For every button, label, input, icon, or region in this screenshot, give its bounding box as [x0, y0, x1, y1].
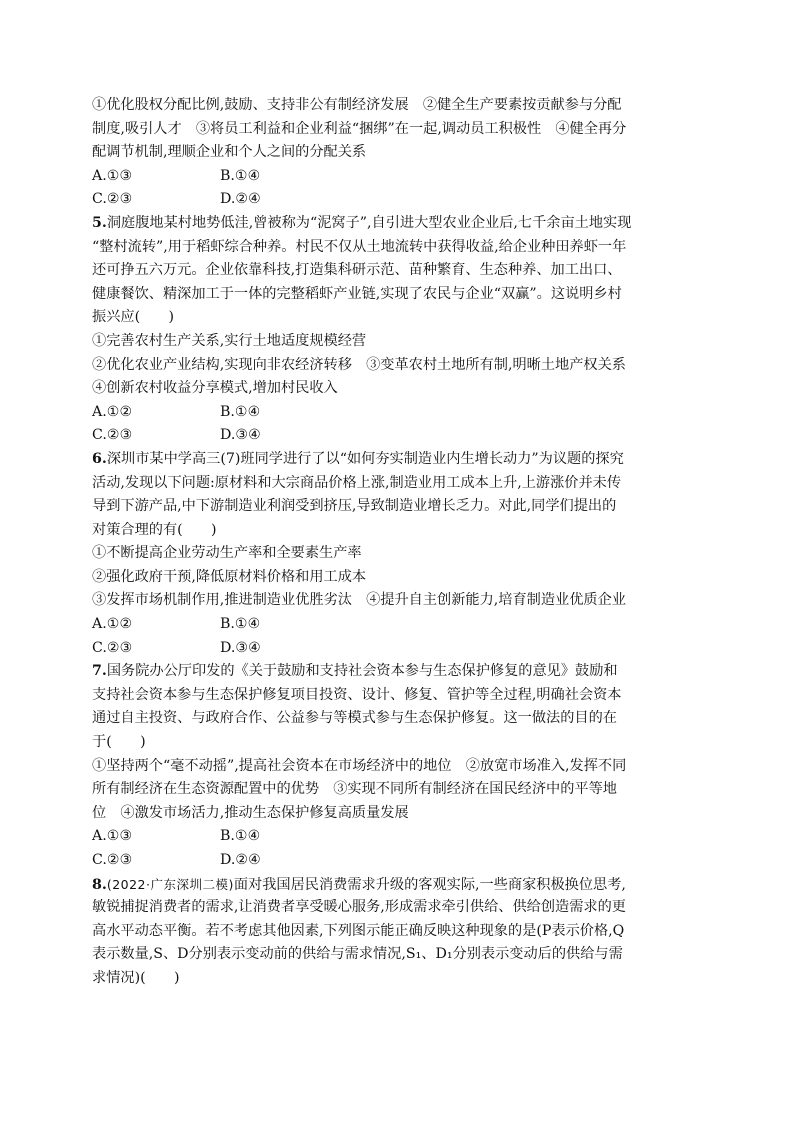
option-b[interactable]: B.①④: [220, 828, 261, 845]
question-8-stem-line-5: 求情况)( ): [92, 969, 180, 986]
question-6-choice-line-2: ②强化政府干预,降低原材料价格和用工成本: [92, 568, 367, 585]
option-d[interactable]: D.③④: [220, 427, 261, 444]
option-a[interactable]: A.①③: [92, 828, 133, 845]
option-a[interactable]: A.①③: [92, 167, 133, 184]
question-6-stem-line-1: 6.深圳市某中学高三(7)班同学进行了以“如何夯实制造业内生增长动力”为议题的探究: [92, 450, 624, 467]
option-c[interactable]: C.②③: [92, 191, 133, 208]
question-7-stem-line-3: 通过自主投资、与政府合作、公益参与等模式参与生态保护修复。这一做法的目的在: [92, 710, 617, 727]
question-8-stem-line-4: 表示数量,S、D分别表示变动前的供给与需求情况,S₁、D₁分别表示变动后的供给与需: [92, 946, 623, 963]
question-7-options-row-2: [92, 849, 704, 873]
question-4-choices-line-2: 制度,吸引人才 ③将员工利益和企业利益“捆绑”在一起,调动员工积极性 ④健全再分: [92, 120, 627, 137]
question-number: 8.: [92, 876, 107, 893]
question-7-stem-line-2: 支持社会资本参与生态保护修复项目投资、设计、修复、管护等全过程,明确社会资本: [92, 686, 622, 703]
question-7-stem-line-4: 于( ): [92, 734, 146, 751]
exam-page: [92, 94, 704, 991]
question-4-choices-line-3: 配调节机制,理顺企业和个人之间的分配关系: [92, 144, 367, 161]
option-d[interactable]: D.③④: [220, 639, 261, 656]
question-6-stem-line-3: 导到下游产品,中下游制造业利润受到挤压,导致制造业增长乏力。对此,同学们提出的: [92, 498, 617, 515]
question-6: [92, 448, 704, 660]
question-4: [92, 94, 704, 212]
question-6-choice-line-3: ③发挥市场机制作用,推进制造业优胜劣汰 ④提升自主创新能力,培育制造业优质企业: [92, 592, 626, 609]
question-5-stem-line-5: 振兴应( ): [92, 309, 175, 326]
question-5: [92, 212, 704, 448]
question-5-stem-line-2: “整村流转”,用于稻虾综合种养。村民不仅从土地流转中获得收益,给企业种田养虾一年: [92, 238, 627, 255]
question-6-stem-line-2: 活动,发现以下问题:原材料和大宗商品价格上涨,制造业用工成本上升,上游涨价并未传: [92, 474, 622, 491]
question-7-choice-line-3: 位 ④激发市场活力,推动生态保护修复高质量发展: [92, 804, 409, 821]
question-number: 7.: [92, 663, 107, 680]
option-b[interactable]: B.①④: [220, 403, 261, 420]
question-7-options-row-1: [92, 825, 704, 849]
question-7-choice-line-2: 所有制经济在生态资源配置中的优势 ③实现不同所有制经济在国民经济中的平等地: [92, 781, 617, 798]
option-c[interactable]: C.②③: [92, 852, 133, 868]
question-5-options-row-1: [92, 401, 704, 425]
option-a[interactable]: A.①②: [92, 616, 133, 633]
option-d[interactable]: D.②④: [220, 191, 261, 208]
question-5-options-row-2: [92, 424, 704, 448]
question-5-stem-line-4: 健康餐饮、精深加工于一体的完整稻虾产业链,实现了农民与企业“双赢”。这说明乡村: [92, 285, 622, 302]
question-8: [92, 873, 704, 991]
question-6-options-row-1: [92, 613, 704, 637]
question-source: (2022·广东深圳二模): [106, 876, 234, 892]
option-c[interactable]: C.②③: [92, 639, 133, 656]
question-5-choice-line-1: ①完善农村生产关系,实行土地适度规模经营: [92, 332, 367, 349]
question-7: [92, 660, 704, 872]
question-4-choices-line-1: ①优化股权分配比例,鼓励、支持非公有制经济发展 ②健全生产要素按贡献参与分配: [92, 97, 622, 113]
question-7-stem-line-1: 7.国务院办公厅印发的《关于鼓励和支持社会资本参与生态保护修复的意见》鼓励和: [92, 663, 618, 680]
question-6-choice-line-1: ①不断提高企业劳动生产率和全要素生产率: [92, 545, 362, 562]
question-5-choice-line-3: ④创新农村收益分享模式,增加村民收入: [92, 380, 338, 397]
option-c[interactable]: C.②③: [92, 427, 133, 444]
question-5-stem-line-3: 还可挣五六万元。企业依靠科技,打造集科研示范、苗种繁育、生态种养、加工出口、: [92, 262, 622, 279]
question-4-options-row-1: [92, 165, 704, 189]
option-d[interactable]: D.②④: [220, 852, 261, 868]
question-4-options-row-2: [92, 188, 704, 212]
question-5-stem-line-1: 5.洞庭腹地某村地势低洼,曾被称为“泥窝子”,自引进大型农业企业后,七千余亩土地实现: [92, 214, 632, 231]
question-6-options-row-2: [92, 637, 704, 661]
question-number: 5.: [92, 214, 107, 231]
question-number: 6.: [92, 450, 107, 467]
option-a[interactable]: A.①②: [92, 403, 133, 420]
question-8-stem-line-1: 8.(2022·广东深圳二模)面对我国居民消费需求升级的客观实际,一些商家积极换位思考,: [92, 876, 626, 893]
question-8-stem-line-3: 高水平动态平衡。若不考虑其他因素,下列图示能正确反映这种现象的是(P表示价格,Q: [92, 922, 625, 939]
question-6-stem-line-4: 对策合理的有( ): [92, 521, 217, 538]
question-5-choice-line-2: ②优化农业产业结构,实现向非农经济转移 ③变革农村土地所有制,明晰土地产权关系: [92, 356, 626, 373]
question-7-choice-line-1: ①坚持两个“毫不动摇”,提高社会资本在市场经济中的地位 ②放宽市场准入,发挥不同: [92, 757, 627, 774]
option-b[interactable]: B.①④: [220, 616, 261, 633]
option-b[interactable]: B.①④: [220, 167, 261, 184]
question-8-stem-line-2: 敏锐捕捉消费者的需求,让消费者享受暖心服务,形成需求牵引供给、供给创造需求的更: [92, 899, 626, 916]
